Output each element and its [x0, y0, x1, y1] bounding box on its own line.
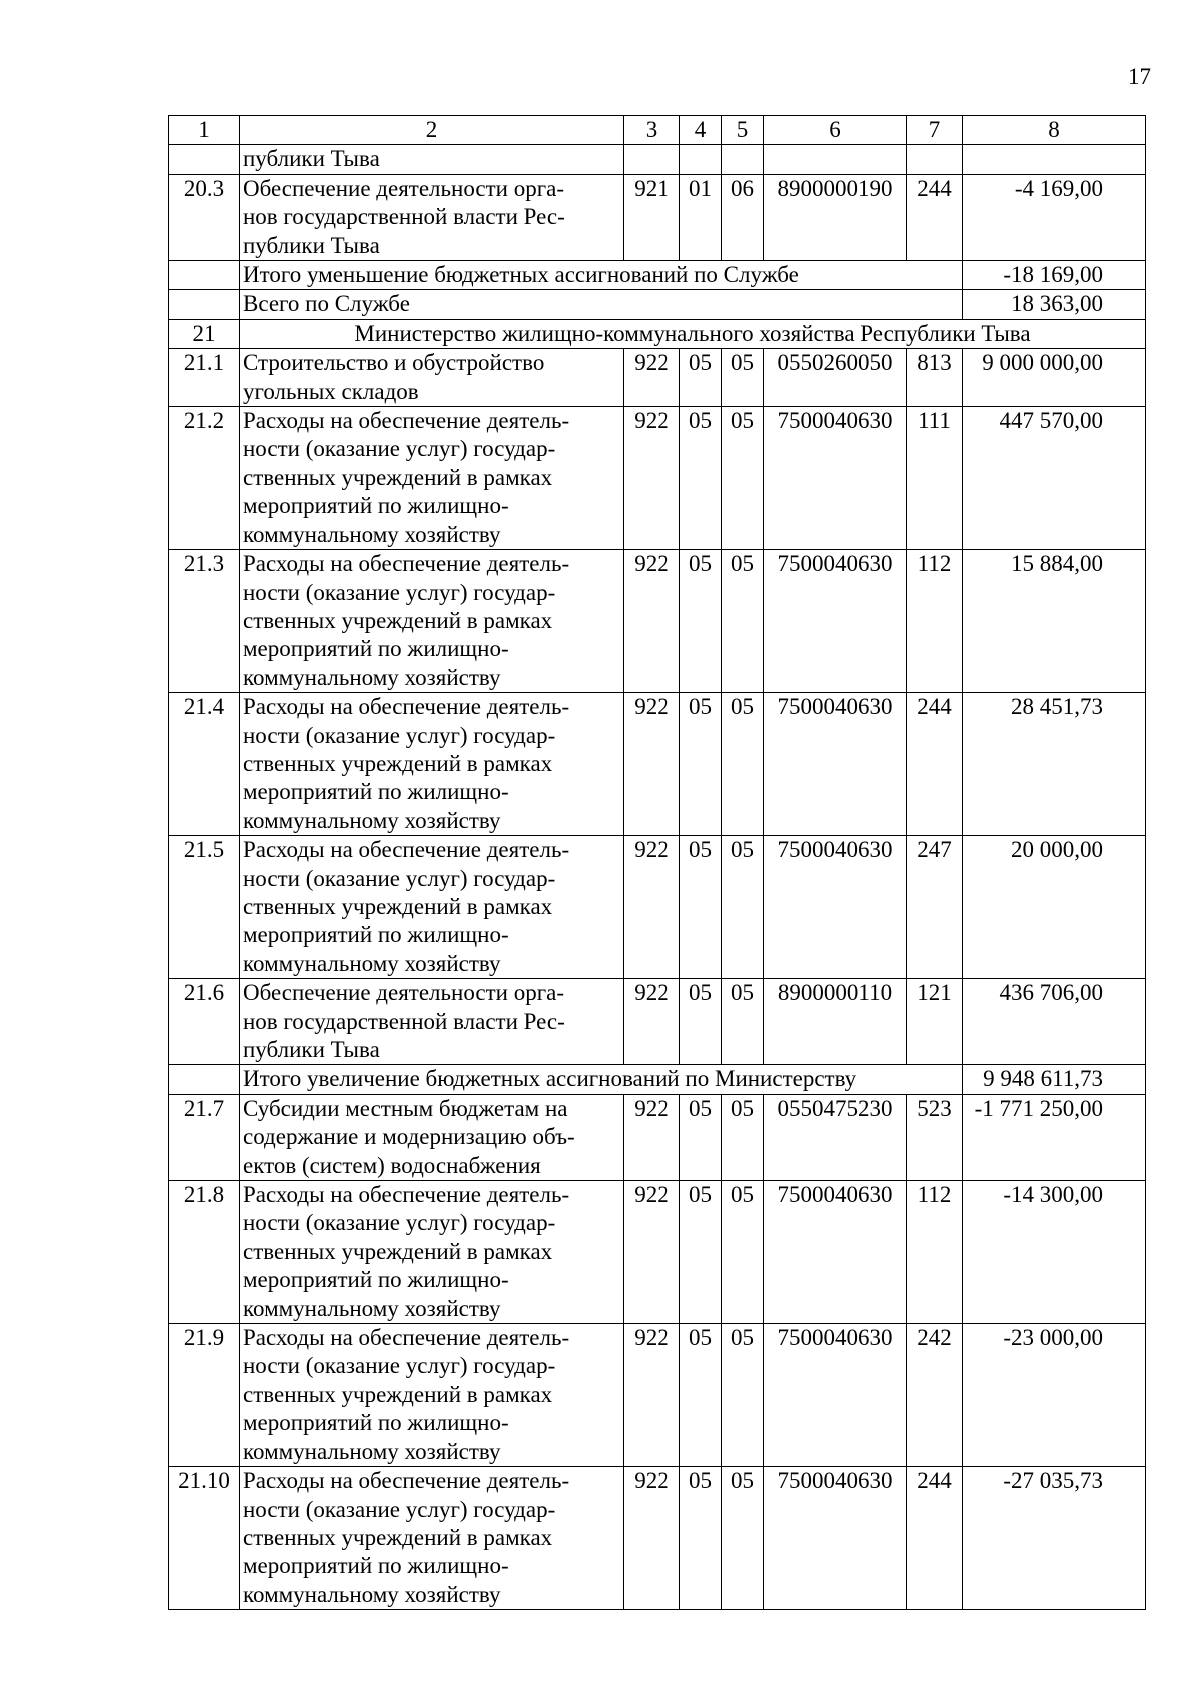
row-text: Расходы на обеспечение деятель- ности (оказание услуг) государ- ственных учреждений в рамках мероприятий по жилищно- коммунальному хозяйству: [240, 1467, 624, 1610]
row-code-ministry: 922: [624, 1181, 680, 1324]
row-amount: 28 451,73: [963, 693, 1146, 836]
table-row: [169, 174, 1146, 260]
row-code-expense-type: 247: [907, 836, 963, 979]
row-code-expense-type: 244: [907, 1467, 963, 1610]
row-code-ministry: 922: [624, 349, 680, 407]
row-code-expense-type: 242: [907, 1324, 963, 1467]
row-number: 21.6: [169, 979, 240, 1065]
row-code-ministry: 922: [624, 1094, 680, 1180]
row-code-subsection: 06: [722, 174, 764, 260]
row-text: Строительство и обустройство угольных складов: [240, 349, 624, 407]
row-code-ministry: 922: [624, 979, 680, 1065]
empty-cell: [169, 261, 240, 290]
row-text: публики Тыва: [240, 145, 624, 174]
row-number: 21.7: [169, 1094, 240, 1180]
row-code-subsection: 05: [722, 693, 764, 836]
table-row: [169, 1467, 1146, 1610]
table-row: [169, 693, 1146, 836]
header-cell: 6: [764, 116, 907, 145]
row-code-subsection: 05: [722, 407, 764, 550]
row-amount: 9 000 000,00: [963, 349, 1146, 407]
header-cell: 4: [680, 116, 722, 145]
row-text: Расходы на обеспечение деятель- ности (оказание услуг) государ- ственных учреждений в рамках мероприятий по жилищно- коммунальному хозяйству: [240, 693, 624, 836]
row-code-expense-type: 121: [907, 979, 963, 1065]
row-code-subsection: 05: [722, 1181, 764, 1324]
row-code-ministry: 922: [624, 693, 680, 836]
row-amount: -14 300,00: [963, 1181, 1146, 1324]
row-code-section: 05: [680, 349, 722, 407]
header-cell: 1: [169, 116, 240, 145]
row-code-expense-type: 244: [907, 693, 963, 836]
row-number: 21.2: [169, 407, 240, 550]
row-amount: -27 035,73: [963, 1467, 1146, 1610]
row-amount: -4 169,00: [963, 174, 1146, 260]
row-text: Расходы на обеспечение деятель- ности (оказание услуг) государ- ственных учреждений в рамках мероприятий по жилищно- коммунальному хозяйству: [240, 407, 624, 550]
row-number: 21.5: [169, 836, 240, 979]
row-code-target: 7500040630: [764, 1467, 907, 1610]
row-code-expense-type: 111: [907, 407, 963, 550]
header-cell: 5: [722, 116, 764, 145]
row-code-subsection: 05: [722, 349, 764, 407]
total-increase-ministry-row: [169, 1065, 1146, 1094]
row-text: Расходы на обеспечение деятель- ности (оказание услуг) государ- ственных учреждений в рамках мероприятий по жилищно- коммунальному хозяйству: [240, 1324, 624, 1467]
row-code-section: 05: [680, 550, 722, 693]
section-title: Министерство жилищно-коммунального хозяйства Республики Тыва: [240, 319, 1146, 348]
row-code-ministry: 922: [624, 550, 680, 693]
row-code-ministry: 922: [624, 407, 680, 550]
total-amount: -18 169,00: [963, 261, 1146, 290]
row-code-subsection: 05: [722, 1467, 764, 1610]
total-amount: 9 948 611,73: [963, 1065, 1146, 1094]
total-amount: 18 363,00: [963, 290, 1146, 319]
row-text: Расходы на обеспечение деятель- ности (оказание услуг) государ- ственных учреждений в рамках мероприятий по жилищно- коммунальному хозяйству: [240, 836, 624, 979]
row-code-ministry: 921: [624, 174, 680, 260]
header-cell: 3: [624, 116, 680, 145]
row-code-section: 05: [680, 1181, 722, 1324]
row-number: 21.10: [169, 1467, 240, 1610]
continuation-row: [169, 145, 1146, 174]
row-code-subsection: 05: [722, 1094, 764, 1180]
row-code-ministry: 922: [624, 1324, 680, 1467]
total-label: Всего по Службе: [240, 290, 963, 319]
row-code-target: 7500040630: [764, 550, 907, 693]
row-amount: 20 000,00: [963, 836, 1146, 979]
row-code-section: 05: [680, 1324, 722, 1467]
table-row: [169, 1324, 1146, 1467]
total-decrease-service-row: [169, 261, 1146, 290]
row-text: Расходы на обеспечение деятель- ности (оказание услуг) государ- ственных учреждений в рамках мероприятий по жилищно- коммунальному хозяйству: [240, 1181, 624, 1324]
table-row: [169, 979, 1146, 1065]
budget-table: [168, 115, 1146, 1610]
header-row: [169, 116, 1146, 145]
row-number: 21.9: [169, 1324, 240, 1467]
total-service-row: [169, 290, 1146, 319]
table-row: [169, 1181, 1146, 1324]
row-amount: 436 706,00: [963, 979, 1146, 1065]
table-row: [169, 407, 1146, 550]
row-code-expense-type: 813: [907, 349, 963, 407]
row-code-section: 05: [680, 1094, 722, 1180]
row-code-section: 01: [680, 174, 722, 260]
table-row: [169, 836, 1146, 979]
empty-cell: [169, 290, 240, 319]
row-code-target: 0550475230: [764, 1094, 907, 1180]
row-amount: 447 570,00: [963, 407, 1146, 550]
row-code-target: 7500040630: [764, 1181, 907, 1324]
row-code-subsection: 05: [722, 550, 764, 693]
header-cell: 2: [240, 116, 624, 145]
row-code-target: 7500040630: [764, 693, 907, 836]
row-code-section: 05: [680, 979, 722, 1065]
row-text: Расходы на обеспечение деятель- ности (оказание услуг) государ- ственных учреждений в рамках мероприятий по жилищно- коммунальному хозяйству: [240, 550, 624, 693]
row-text: Обеспечение деятельности орга- нов государственной власти Рес- публики Тыва: [240, 979, 624, 1065]
row-code-section: 05: [680, 836, 722, 979]
row-amount: -1 771 250,00: [963, 1094, 1146, 1180]
total-label: Итого уменьшение бюджетных ассигнований по Службе: [240, 261, 963, 290]
row-number: 21.4: [169, 693, 240, 836]
row-code-section: 05: [680, 693, 722, 836]
row-code-target: 8900000190: [764, 174, 907, 260]
row-code-subsection: 05: [722, 836, 764, 979]
row-number: 20.3: [169, 174, 240, 260]
table-row: [169, 1094, 1146, 1180]
row-code-ministry: 922: [624, 836, 680, 979]
row-code-target: 7500040630: [764, 836, 907, 979]
row-number: 21.1: [169, 349, 240, 407]
row-code-target: 7500040630: [764, 1324, 907, 1467]
row-code-expense-type: 112: [907, 550, 963, 693]
row-code-target: 7500040630: [764, 407, 907, 550]
table-row: [169, 550, 1146, 693]
row-text: Субсидии местным бюджетам на содержание и модернизацию объ- ектов (систем) водоснабжения: [240, 1094, 624, 1180]
table-row: [169, 349, 1146, 407]
page-number: 17: [1128, 64, 1151, 89]
row-code-target: 8900000110: [764, 979, 907, 1065]
total-label: Итого увеличение бюджетных ассигнований по Министерству: [240, 1065, 963, 1094]
row-code-target: 0550260050: [764, 349, 907, 407]
row-code-subsection: 05: [722, 979, 764, 1065]
empty-cell: [169, 1065, 240, 1094]
header-cell: 7: [907, 116, 963, 145]
row-code-expense-type: 244: [907, 174, 963, 260]
row-code-section: 05: [680, 1467, 722, 1610]
row-amount: -23 000,00: [963, 1324, 1146, 1467]
row-code-expense-type: 523: [907, 1094, 963, 1180]
row-code-subsection: 05: [722, 1324, 764, 1467]
row-code-expense-type: 112: [907, 1181, 963, 1324]
section-row: [169, 319, 1146, 348]
row-code-section: 05: [680, 407, 722, 550]
header-cell: 8: [963, 116, 1146, 145]
row-number: 21.3: [169, 550, 240, 693]
row-code-ministry: 922: [624, 1467, 680, 1610]
section-number: 21: [169, 319, 240, 348]
row-text: Обеспечение деятельности орга- нов государственной власти Рес- публики Тыва: [240, 174, 624, 260]
row-amount: 15 884,00: [963, 550, 1146, 693]
row-number: 21.8: [169, 1181, 240, 1324]
